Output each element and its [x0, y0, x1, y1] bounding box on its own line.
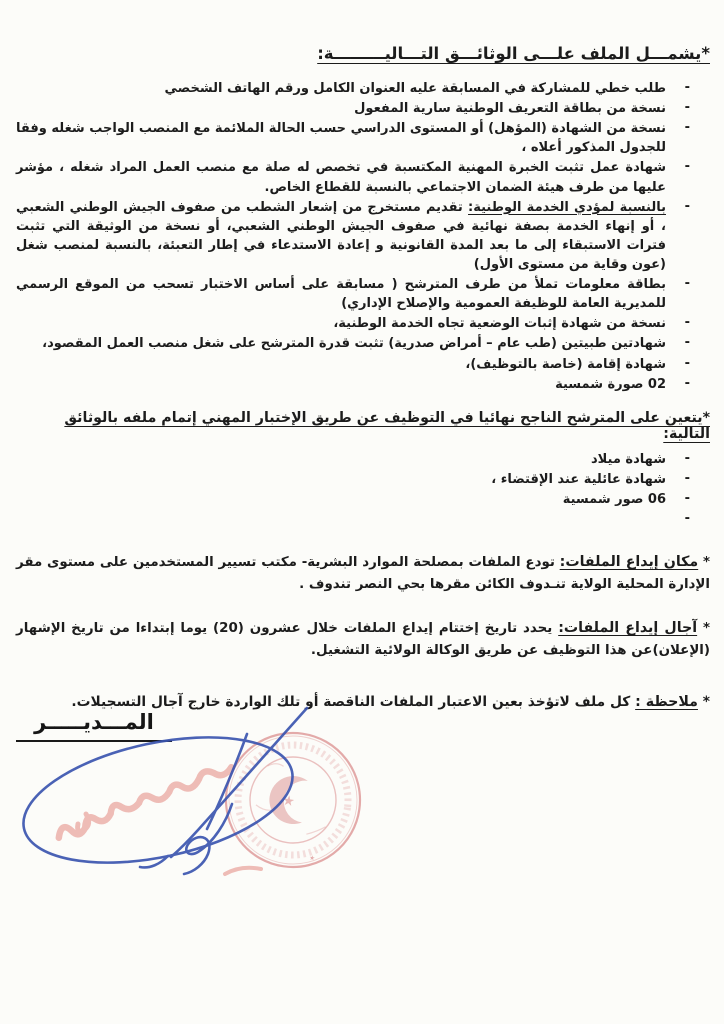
- crescent-icon: [266, 773, 308, 825]
- list-item: [16, 375, 682, 394]
- item-text: بطاقة معلومات تملأ من طرف المترشح ( مسابقة على أساس الاختبار تسحب من الموقع الرسمي للمديرية العامة للوظيفة العمومية والإصلاح الإداري): [16, 277, 666, 312]
- list-item: [16, 198, 682, 274]
- item-text: نسخة من الشهادة (المؤهل) أو المستوى الدراسي حسب الحالة الملائمة مع المنصب الواجب شغله وفقا للجدول المذكور أعلاه ،: [16, 121, 666, 156]
- item-text: 02 صورة شمسية: [555, 376, 666, 392]
- red-handwriting-icon: [52, 766, 261, 874]
- documents-list: [16, 79, 710, 394]
- final-documents-list: [16, 450, 710, 529]
- deposit-deadline-paragraph: [16, 617, 710, 661]
- item-text: شهادة ميلاد: [590, 451, 666, 467]
- item-lead: بالنسبة لمؤدي الخدمة الوطنية:: [468, 199, 666, 215]
- rim-star-icon: ٭: [308, 850, 317, 865]
- item-text: شهادة عائلية عند الإقتضاء ،: [491, 471, 666, 487]
- item-text: تقديم مستخرج من إشعار الشطب من صفوف الجيش الوطني الشعبي ، أو إنهاء الخدمة بصفة نهائية في صفوف الجيش الوطني الشعبي، أو نسخة من الوثيقة التي تثبت فترات الاستبقاء إلى ما بعد المدة القانونية و إعادة الاستدعاء في إطار التعبئة، بالنسبة لمنصب شغل (عون وقاية من مستوى الأول): [16, 199, 666, 272]
- list-item: [16, 275, 682, 313]
- item-text: نسخة من شهادة إثبات الوضعية تجاه الخدمة الوطنية،: [333, 316, 666, 332]
- document-body: [16, 44, 710, 714]
- deposit-place-text: تودع الملفات بمصلحة الموارد البشرية- مكتب تسيير المستخدمين على مستوى مقر الإدارة المحلية الولاية تنـدوف الكائن مقرها بحي النصر تندوف .: [16, 555, 710, 592]
- item-text: شهادة عمل تثبت الخبرة المهنية المكتسبة في تخصص له صلة مع منصب العمل المراد شغله ، مؤشر عليها من طرف هيئة الضمان الاجتماعي بالنسبة للقطاع الخاص.: [16, 160, 666, 195]
- list-item: [16, 510, 682, 529]
- deposit-deadline-lead: آجال إيداع الملفات:: [558, 620, 698, 637]
- deposit-place-paragraph: [16, 551, 710, 595]
- list-item: [16, 99, 682, 118]
- paragraph-marker: *: [697, 621, 710, 637]
- note-lead: ملاحظة :: [635, 694, 698, 711]
- director-title: المـــديـــــر: [16, 710, 172, 742]
- list-item: [16, 158, 682, 196]
- list-item: [16, 119, 682, 157]
- item-text: شهادة إقامة (خاصة بالتوظيف)،: [465, 356, 666, 372]
- item-text: نسخة من بطاقة التعريف الوطنية سارية المفعول: [354, 101, 666, 117]
- deposit-deadline-text: يحدد تاريخ إختتام إيداع الملفات خلال عشرون (20) يوما إبتداءا من تاريخ الإشهار (الإعلان)عن هذا التوظيف عن طريق الوكالة الولائية التشغيل.: [16, 621, 710, 658]
- final-documents-section-title: *يتعين على المترشح الناجح نهائيا في التوظيف عن طريق الإختبار المهني إتمام ملفه بالوثائق التالية:: [64, 409, 710, 442]
- list-item: [16, 79, 682, 98]
- list-item: [16, 355, 682, 374]
- list-item: [16, 470, 682, 489]
- star-icon: ★: [281, 792, 296, 811]
- list-item: [16, 314, 682, 333]
- list-item: [16, 490, 682, 509]
- item-text: طلب خطي للمشاركة في المسابقة عليه العنوان الكامل ورقم الهاتف الشخصي: [164, 81, 666, 96]
- deposit-place-lead: مكان إيداع الملفات:: [559, 554, 699, 571]
- documents-section-title: *يشمـــل الملف علـــى الوثائـــق التـــاليـــــــــة:: [317, 44, 710, 63]
- official-stamp-icon: [217, 724, 368, 875]
- item-text: شهادتين طبيتين (طب عام – أمراض صدرية) تثبت قدرة المترشح على شغل منصب العمل المقصود،: [42, 336, 666, 352]
- paragraph-marker: *: [697, 694, 710, 711]
- list-item: [16, 450, 682, 469]
- list-item: [16, 334, 682, 353]
- paragraph-marker: *: [698, 555, 710, 571]
- note-text: كل ملف لاتؤخذ بعين الاعتبار الملفات الناقصة أو تلك الواردة خارج آجال التسجيلات.: [71, 694, 636, 711]
- item-text: 06 صور شمسية: [562, 491, 666, 507]
